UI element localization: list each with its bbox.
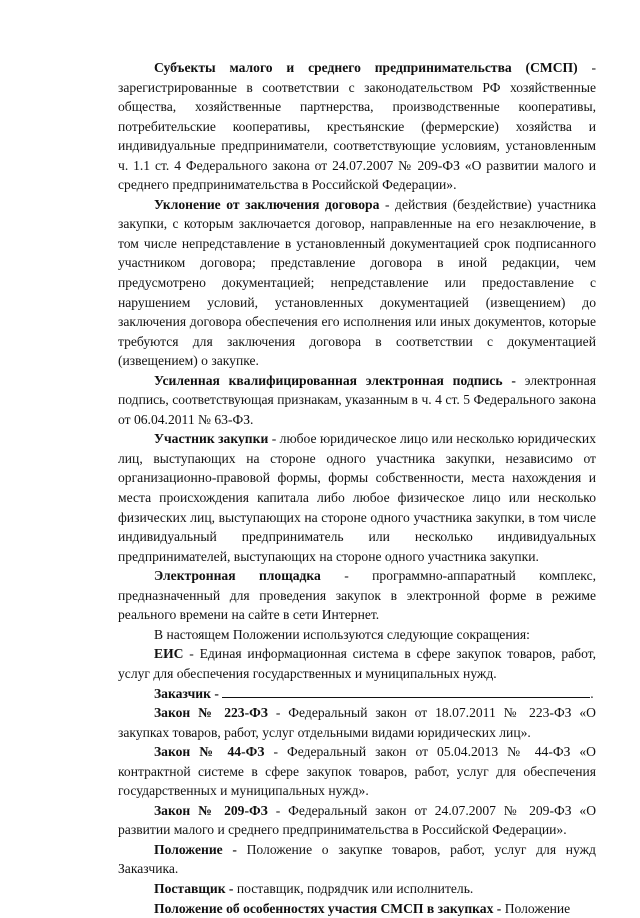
definition-evasion <box>118 195 596 371</box>
definition-text: - программно-аппаратный комплекс, предназначенный для проведения закупок в электронной форме в режиме реального времени на сайте в сети Интернет. <box>118 568 597 623</box>
definition-participant <box>118 429 596 566</box>
term: ЕИС <box>154 646 184 662</box>
abbreviation-regulation <box>118 840 596 879</box>
intro-text: В настоящем Положении используются следующие сокращения: <box>154 626 530 642</box>
term: Закон № 44-ФЗ <box>154 744 265 760</box>
term: Закон № 223-ФЗ <box>154 705 268 721</box>
document-page <box>118 58 596 918</box>
abbreviations-intro <box>118 625 596 645</box>
customer-blank-line <box>222 684 590 698</box>
term: Усиленная квалифицированная электронная подпись - <box>154 372 525 388</box>
definition-text: - Федеральный закон от 05.04.2013 № 44-ФЗ «О контрактной системе в сфере закупок товаров, работ, услуг для обеспечения государственных и муниципальных нужд». <box>118 744 596 799</box>
term: Положение - <box>154 841 237 857</box>
definition-text: поставщик, подрядчик или исполнитель. <box>233 880 474 896</box>
abbreviation-smsp-regulation <box>118 899 596 918</box>
definition-text: - зарегистрированные в соответствии с законодательством РФ хозяйственные общества, хозяйственные партнерства, производственные кооперативы, потребительские кооперативы, крестьянские (фермерские) хозяйства и индивидуальные предприниматели, соответствующие условиям, установленным ч. 1.1 ст. 4 Федерального закона от 24.07.2007 № 209-ФЗ «О развитии малого и среднего предпринимательства в Российской Федерации». <box>118 60 596 193</box>
term: Закон № 209-ФЗ <box>154 802 268 818</box>
definition-text: - действия (бездействие) участника закупки, с которым заключается договор, направленные на его незаключение, в том числе непредставление в установленный документацией срок подписанного участником договора; представление договора в иной редакции, чем предусмотрено документацией; непредставление или предоставление с нарушением условий, установленных документацией (извещением) до заключения договора обеспечения его исполнения или иных документов, которые требуются для заключения договора в соответствии с документацией (извещением) о закупке. <box>118 196 596 369</box>
term: Заказчик - <box>154 685 223 701</box>
definition-smsp <box>118 58 596 195</box>
term: Поставщик - <box>154 880 234 896</box>
term: Положение об особенностях участия СМСП в закупках - <box>154 900 502 916</box>
definition-platform <box>118 566 596 625</box>
definition-text: - любое юридическое лицо или несколько юридических лиц, выступающих на стороне одного участника закупки, независимо от организационно-правовой формы, формы собственности, места нахождения и места происхождения капитала либо любое физическое лицо или несколько физических лиц, выступающих на стороне одного участника закупки, в том числе индивидуальный предприниматель или несколько индивидуальных предпринимателей, выступающих на стороне одного участника закупки. <box>118 431 596 564</box>
abbreviation-law-223 <box>118 703 596 742</box>
abbreviation-eis <box>118 644 596 683</box>
definition-text: Положение <box>501 900 571 916</box>
term: Электронная площадка <box>154 568 321 584</box>
abbreviation-law-44 <box>118 742 596 801</box>
abbreviation-customer <box>118 684 596 704</box>
definition-text: - Федеральный закон от 18.07.2011 № 223-ФЗ «О закупках товаров, работ, услуг отдельными видами юридических лиц». <box>118 705 596 740</box>
definition-text: Положение о закупке товаров, работ, услуг для нужд Заказчика. <box>118 841 596 877</box>
term: Участник закупки <box>154 431 269 447</box>
definition-signature <box>118 371 596 430</box>
term: Уклонение от заключения договора <box>154 196 380 212</box>
definition-text: электронная подпись, соответствующая признакам, указанным в ч. 4 ст. 5 Федерального закона от 06.04.2011 № 63-ФЗ. <box>118 372 596 427</box>
term: Субъекты малого и среднего предпринимательства (СМСП) <box>154 60 578 75</box>
abbreviation-supplier <box>118 879 596 899</box>
definition-text: - Федеральный закон от 24.07.2007 № 209-ФЗ «О развитии малого и среднего предпринимательства в Российской Федерации». <box>118 802 597 838</box>
abbreviation-law-209 <box>118 801 596 840</box>
definition-text: - Единая информационная система в сфере закупок товаров, работ, услуг для обеспечения государственных и муниципальных нужд. <box>118 646 596 681</box>
customer-tail: . <box>590 685 594 701</box>
